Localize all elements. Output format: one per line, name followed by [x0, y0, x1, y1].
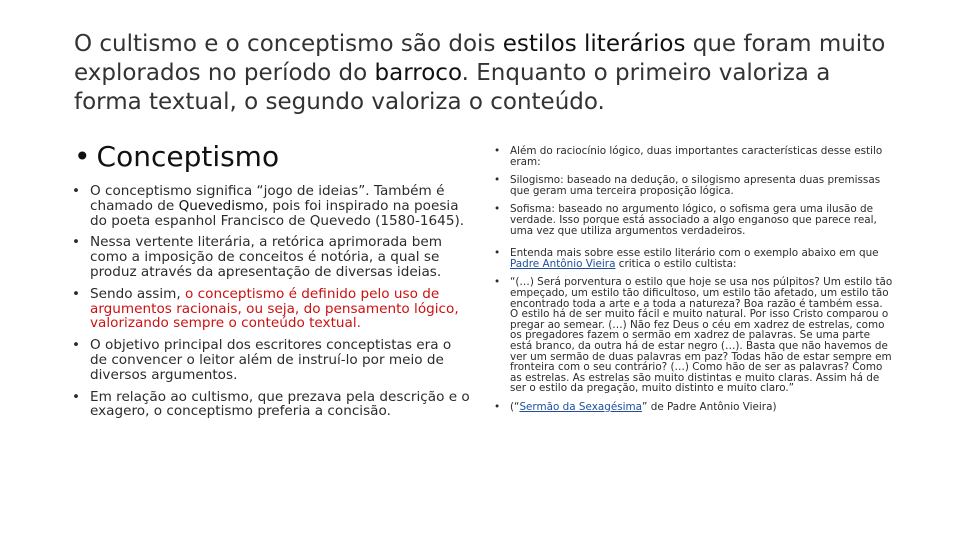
left-bullet-5: [72, 390, 472, 420]
left-bullet-list: [72, 184, 472, 426]
intro-keyword-estilos: estilos literários: [502, 31, 686, 57]
silogismo-text: : baseado na dedução, o silogismo apresenta duas premissas que geram uma terceira proposição lógica.: [510, 174, 881, 197]
padre-antonio-vieira-link[interactable]: Padre Antônio Vieira: [510, 257, 616, 270]
right-bullet-source: [494, 402, 894, 413]
conceptismo-heading: [74, 140, 279, 173]
heading-text: Conceptismo: [96, 140, 280, 173]
intro-text-2: que foram muito explorados no período do: [74, 31, 886, 86]
sermon-quote-text: “(…) Será porventura o estilo que hoje se usa nos púlpitos? Um estilo tão empeçado, um estilo tão dificultoso, um estilo tão afetado, um estilo tão encontrado toda a arte e a toda a natureza? Boa razão é também essa. O estilo há de ser muito fácil e muito natural. Por isso Cristo comparou o pregar ao semear. (…) Não fez Deus o céu em xadrez de estrelas, como os pregadores fazem o sermão em xadrez de palavras. Se uma parte está branco, da outra há de estar negro (…). Basta que não havemos de ver um sermão de duas palavras em paz? Todas hão de estar sempre em fronteira com o seu contrário? (…) Como hão de ser as palavras? Como as estrelas. As estrelas são muito distintas e muito claras. Assim há de ser o estilo da pregação, muito distinto e muito claro.”: [510, 276, 893, 395]
silogismo-keyword: Silogismo: [510, 174, 561, 187]
left-bullet-4-text: O objetivo principal dos escritores conceptistas era o de convencer o leitor além de instruí-lo por meio de diversos argumentos.: [90, 337, 452, 383]
sofisma-text: : baseado no argumento lógico, o sofisma gera uma ilusão de verdade. Isso porque está associado a algo enganoso que parece real, uma vez que utiliza argumentos verdadeiros.: [510, 203, 877, 237]
intro-text-1: O cultismo e o conceptismo são dois: [74, 31, 503, 57]
right-bullet-silogismo: [494, 175, 894, 196]
entenda-text: Entenda mais sobre esse estilo literário com o exemplo abaixo em que: [510, 247, 879, 260]
left-bullet-4: [72, 338, 472, 382]
intro-paragraph: [74, 30, 894, 117]
right-bullet-sofisma: [494, 204, 894, 236]
source-open: (“: [510, 400, 520, 413]
left-bullet-3: [72, 287, 472, 331]
left-bullet-3-highlight: o conceptismo é definido pelo uso de argumentos racionais, ou seja, do pensamento lógico, valorizando sempre o conteúdo textual.: [90, 285, 459, 332]
sofisma-keyword: Sofisma: [510, 203, 552, 216]
left-bullet-1: [72, 184, 472, 228]
left-bullet-5-text: Em relação ao cultismo, que prezava pela descrição e o exagero, o conceptismo preferia a concisão.: [90, 388, 470, 420]
right-bullet-entenda: [494, 248, 894, 269]
quevedismo-keyword: Quevedismo: [178, 197, 264, 214]
right-bullet-quote: [494, 277, 894, 394]
intro-keyword-barroco: barroco: [374, 60, 462, 86]
heading-bullet-icon: •: [74, 140, 91, 173]
right-bullet-list: [494, 146, 894, 424]
source-close: ” de Padre Antônio Vieira): [642, 400, 777, 413]
left-bullet-2-text: Nessa vertente literária, a retórica aprimorada bem como a imposição de conceitos é notória, a qual se produz através da apresentação de diversas ideias.: [90, 234, 442, 280]
intro-text-3: . Enquanto o primeiro valoriza a forma textual, o segundo valoriza o conteúdo.: [74, 60, 831, 115]
entenda-text-2: critica o estilo cultista:: [615, 257, 737, 270]
left-bullet-1-text-2: , pois foi inspirado na poesia do poeta espanhol Francisco de Quevedo (1580-1645).: [90, 197, 465, 229]
left-bullet-2: [72, 235, 472, 279]
left-bullet-3-text: Sendo assim,: [90, 285, 186, 302]
right-bullet-1: [494, 146, 894, 167]
right-bullet-1-text: Além do raciocínio lógico, duas importantes características desse estilo eram:: [510, 145, 883, 168]
left-bullet-1-text: O conceptismo significa “jogo de ideias”. Também é chamado de: [90, 183, 445, 214]
sermao-sexagesima-link[interactable]: Sermão da Sexagésima: [519, 400, 643, 413]
